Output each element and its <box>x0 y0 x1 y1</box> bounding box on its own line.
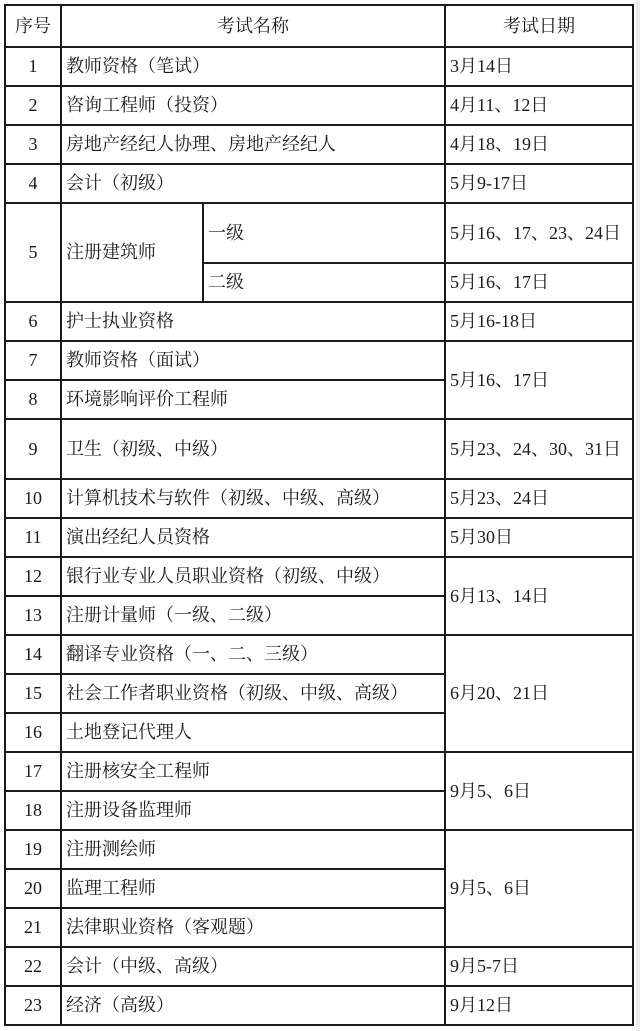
table-row <box>5 947 633 986</box>
exam-date-cell: 5月16、17、23、24日 <box>445 203 633 263</box>
seq-cell: 8 <box>5 380 61 419</box>
seq-cell: 21 <box>5 908 61 947</box>
exam-name-cell: 计算机技术与软件（初级、中级、高级） <box>61 479 445 518</box>
exam-level-cell: 二级 <box>203 263 445 302</box>
table-row <box>5 164 633 203</box>
seq-cell: 13 <box>5 596 61 635</box>
exam-date-cell: 9月5、6日 <box>445 752 633 830</box>
seq-cell: 12 <box>5 557 61 596</box>
exam-name-cell: 注册建筑师 <box>61 203 203 302</box>
exam-name-cell: 土地登记代理人 <box>61 713 445 752</box>
exam-name-cell: 护士执业资格 <box>61 302 445 341</box>
seq-cell: 9 <box>5 419 61 479</box>
exam-name-cell: 环境影响评价工程师 <box>61 380 445 419</box>
exam-name-cell: 会计（初级） <box>61 164 445 203</box>
exam-name-cell: 教师资格（面试） <box>61 341 445 380</box>
seq-cell: 17 <box>5 752 61 791</box>
table-header <box>5 5 633 47</box>
exam-level-cell: 一级 <box>203 203 445 263</box>
exam-name-cell: 监理工程师 <box>61 869 445 908</box>
exam-date-cell: 9月5-7日 <box>445 947 633 986</box>
exam-date-cell: 6月13、14日 <box>445 557 633 635</box>
exam-name-cell: 银行业专业人员职业资格（初级、中级） <box>61 557 445 596</box>
seq-cell: 16 <box>5 713 61 752</box>
exam-name-cell: 注册核安全工程师 <box>61 752 445 791</box>
column-header-1: 考试名称 <box>61 5 445 47</box>
exam-date-cell: 5月30日 <box>445 518 633 557</box>
table-row <box>5 419 633 479</box>
table-row <box>5 557 633 596</box>
seq-cell: 1 <box>5 47 61 86</box>
exam-name-cell: 教师资格（笔试） <box>61 47 445 86</box>
exam-name-cell: 房地产经纪人协理、房地产经纪人 <box>61 125 445 164</box>
exam-name-cell: 法律职业资格（客观题） <box>61 908 445 947</box>
column-header-0: 序号 <box>5 5 61 47</box>
exam-name-cell: 注册测绘师 <box>61 830 445 869</box>
exam-name-cell: 翻译专业资格（一、二、三级） <box>61 635 445 674</box>
table-row <box>5 203 633 263</box>
table-row <box>5 635 633 674</box>
exam-date-cell: 3月14日 <box>445 47 633 86</box>
table-body <box>5 47 633 1025</box>
seq-cell: 5 <box>5 203 61 302</box>
seq-cell: 20 <box>5 869 61 908</box>
exam-date-cell: 5月9-17日 <box>445 164 633 203</box>
seq-cell: 19 <box>5 830 61 869</box>
exam-date-cell: 4月18、19日 <box>445 125 633 164</box>
exam-name-cell: 社会工作者职业资格（初级、中级、高级） <box>61 674 445 713</box>
exam-date-cell: 5月16、17日 <box>445 341 633 419</box>
table-row <box>5 479 633 518</box>
exam-name-cell: 经济（高级） <box>61 986 445 1025</box>
seq-cell: 15 <box>5 674 61 713</box>
seq-cell: 14 <box>5 635 61 674</box>
seq-cell: 10 <box>5 479 61 518</box>
table-row <box>5 341 633 380</box>
seq-cell: 3 <box>5 125 61 164</box>
table-row <box>5 302 633 341</box>
exam-date-cell: 5月23、24日 <box>445 479 633 518</box>
table-row <box>5 86 633 125</box>
exam-date-cell: 4月11、12日 <box>445 86 633 125</box>
exam-name-cell: 咨询工程师（投资） <box>61 86 445 125</box>
seq-cell: 18 <box>5 791 61 830</box>
seq-cell: 2 <box>5 86 61 125</box>
exam-date-cell: 5月23、24、30、31日 <box>445 419 633 479</box>
exam-date-cell: 5月16、17日 <box>445 263 633 302</box>
table-row <box>5 518 633 557</box>
header-row <box>5 5 633 47</box>
exam-date-cell: 9月12日 <box>445 986 633 1025</box>
column-header-2: 考试日期 <box>445 5 633 47</box>
seq-cell: 4 <box>5 164 61 203</box>
seq-cell: 22 <box>5 947 61 986</box>
table-row <box>5 752 633 791</box>
exam-name-cell: 注册计量师（一级、二级） <box>61 596 445 635</box>
exam-name-cell: 演出经纪人员资格 <box>61 518 445 557</box>
exam-date-cell: 5月16-18日 <box>445 302 633 341</box>
exam-name-cell: 注册设备监理师 <box>61 791 445 830</box>
seq-cell: 11 <box>5 518 61 557</box>
seq-cell: 7 <box>5 341 61 380</box>
table-row <box>5 47 633 86</box>
table-row <box>5 125 633 164</box>
exam-date-cell: 6月20、21日 <box>445 635 633 752</box>
exam-name-cell: 卫生（初级、中级） <box>61 419 445 479</box>
seq-cell: 6 <box>5 302 61 341</box>
table-row <box>5 986 633 1025</box>
exam-name-cell: 会计（中级、高级） <box>61 947 445 986</box>
exam-schedule-table <box>4 4 634 1026</box>
table-row <box>5 830 633 869</box>
exam-date-cell: 9月5、6日 <box>445 830 633 947</box>
seq-cell: 23 <box>5 986 61 1025</box>
